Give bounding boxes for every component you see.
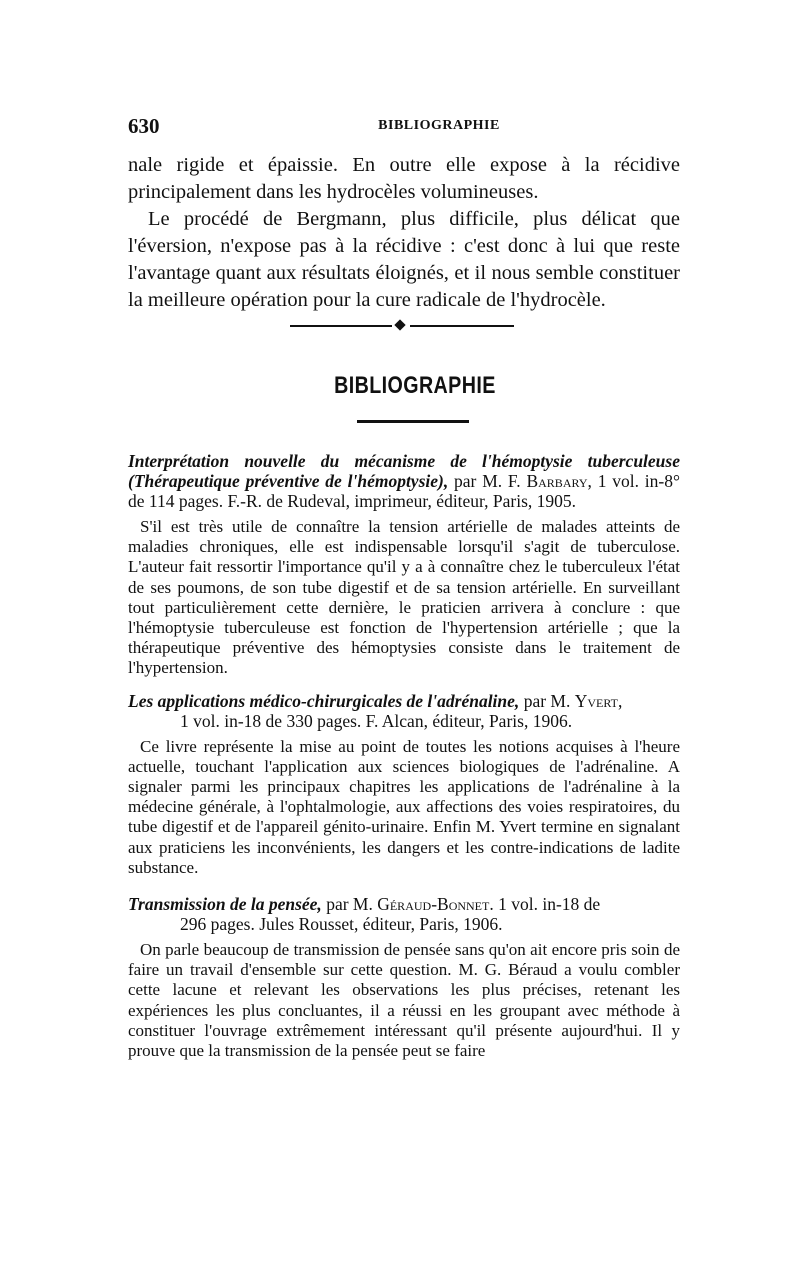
entry-details-line1: . 1 vol. in-18 de xyxy=(489,894,601,915)
bibliography-entries xyxy=(128,451,680,1073)
entry-review: On parle beaucoup de transmission de pensée sans qu'on ait encore pris soin de faire un travail d'ensemble sur cette question. M. G. Béraud a voulu combler cette lacune et relevant les observations les plus précises, retenant les expériences les plus concluantes, il a réussi en les groupant avec méthode à constituer l'ouvrage extrêmement intéressant qu'il présente aujourd'hui. Il y prouve que la transmission de la pensée peut se faire xyxy=(128,940,680,1061)
bibliography-entry xyxy=(128,894,680,1061)
entry-details: 296 pages. Jules Rousset, éditeur, Paris, 1906. xyxy=(180,914,503,935)
entry-review: Ce livre représente la mise au point de toutes les notions acquises à l'heure actuelle, touchant l'application aux sciences biologiques de l'adrénaline. A signaler parmi les principaux chapitres les applications de l'adrénaline à la médecine générale, à l'ophtalmologie, aux affections des voies respiratoires, du tube digestif et de l'appareil génito-urinaire. Enfin M. Yvert termine en signalant aux praticiens les inconvénients, les dangers et les contre-indications de ladite substance. xyxy=(128,736,680,877)
intro-text xyxy=(128,152,680,314)
diamond-ornament-icon xyxy=(394,319,405,330)
entry-author: Géraud-Bonnet xyxy=(377,894,490,915)
divider-line-right xyxy=(410,325,514,327)
entry-review: S'il est très utile de connaître la tension artérielle de malades atteints de maladies chroniques, elle est indispensable lorsqu'il s'agit de tuberculose. L'auteur fait ressortir l'importance qu'il y a à connaître chez le tuberculeux l'état de ses poumons, de son tube digestif et de sa tension artérielle. En surveillant tout particulièrement cette dernière, le praticien arrivera à conclure : que l'hémoptysie tuberculeuse est fonction de l'hypertension artérielle ; que la thérapeutique préventive des hémoptysies consiste dans le traitement de l'hypertension. xyxy=(128,517,680,678)
running-title: BIBLIOGRAPHIE xyxy=(378,118,500,133)
entry-by: par M. F. xyxy=(448,471,527,491)
entry-author: Yvert xyxy=(574,690,618,711)
entry-details: , 1 vol. in-8° de 114 pages. F.-R. de Rudeval, imprimeur, éditeur, Paris, 1905. xyxy=(128,471,680,511)
section-divider-ornament xyxy=(290,321,514,331)
entry-title: Interprétation nouvelle du mécanisme de l'hémoptysie tuberculeuse (Thérapeutique préventive de l'hémoptysie), xyxy=(128,451,680,491)
running-head xyxy=(128,114,680,140)
heading-rule xyxy=(357,420,469,423)
entry-citation: Les applications médico-chirurgicales de l'adrénaline, par M. Yvert, 1 vol. in-18 de 330 pages. F. Alcan, éditeur, Paris, 1906. xyxy=(128,691,680,731)
intro-paragraph-1: nale rigide et épaissie. En outre elle expose à la récidive principalement dans les hydrocèles volumineuses. xyxy=(128,154,680,203)
divider-line-left xyxy=(290,325,392,327)
entry-details: 1 vol. in-18 de 330 pages. F. Alcan, éditeur, Paris, 1906. xyxy=(180,710,573,731)
entry-by: par M. xyxy=(321,894,378,915)
entry-by: par M. xyxy=(519,690,575,711)
entry-title: Transmission de la pensée, xyxy=(128,894,322,915)
page-number: 630 xyxy=(128,114,160,138)
bibliography-entry xyxy=(128,691,680,878)
entry-citation xyxy=(128,451,680,511)
section-heading: BIBLIOGRAPHIE xyxy=(334,372,496,399)
entry-title: Les applications médico-chirurgicales de l'adrénaline, xyxy=(128,690,520,711)
entry-author: Barbary xyxy=(526,471,588,491)
entry-citation xyxy=(128,894,680,934)
intro-paragraph-2: Le procédé de Bergmann, plus difficile, plus délicat que l'éversion, n'expose pas à la récidive : c'est donc à lui que reste l'avantage quant aux résultats éloignés, et il nous semble constituer la meilleure opération pour la cure radicale de l'hydrocèle. xyxy=(128,208,680,311)
bibliography-entry xyxy=(128,451,680,679)
